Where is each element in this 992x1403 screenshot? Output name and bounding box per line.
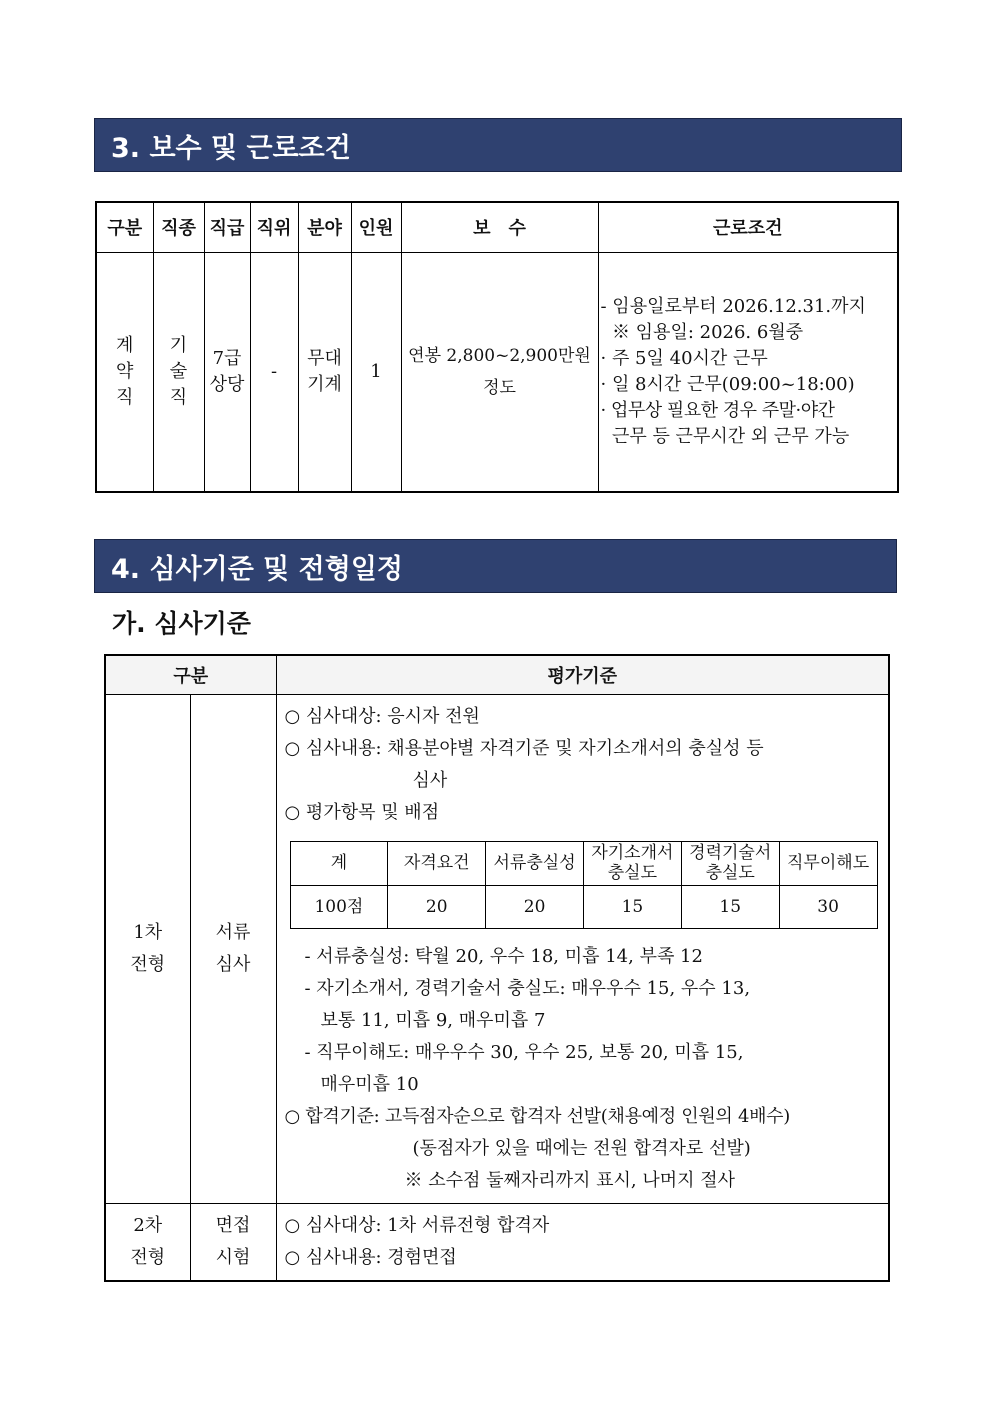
subsection-title: 가. 심사기준	[112, 609, 251, 638]
job-type: 기 술 직	[153, 252, 204, 492]
col-header: 인원	[351, 202, 401, 252]
detail-line: 매우미흡 10	[320, 1073, 419, 1095]
criteria-line: ○ 심사대상: 1차 서류전형 합격자	[284, 1214, 550, 1236]
condition-line: - 임용일로부터 2026.12.31.까지	[600, 295, 866, 317]
grade: 7급 상당	[204, 252, 250, 492]
stage-type: 면접 시험	[190, 1203, 276, 1281]
criteria-cell	[276, 694, 889, 1203]
col-header: 분야	[298, 202, 351, 252]
table-header-row	[96, 202, 898, 252]
table-row	[96, 252, 898, 492]
criteria-line: ○ 심사대상: 응시자 전원	[284, 705, 480, 727]
col-header: 직종	[153, 202, 204, 252]
pay: 연봉 2,800~2,900만원 정도	[401, 252, 598, 492]
criteria-line: ○ 평가항목 및 배점	[284, 801, 440, 823]
condition-line: · 주 5일 40시간 근무	[600, 347, 768, 369]
score-value: 20	[486, 885, 584, 928]
criteria-table	[104, 654, 890, 1282]
stage: 2차 전형	[105, 1203, 190, 1281]
condition-line: · 업무상 필요한 경우 주말·야간	[600, 399, 835, 421]
condition-line: · 일 8시간 근무(09:00~18:00)	[600, 373, 855, 395]
pass-criteria: ○ 합격기준: 고득점자순으로 합격자 선발(채용예정 인원의 4배수)	[284, 1105, 790, 1127]
table-row	[105, 1203, 889, 1281]
col-header: 구분	[105, 655, 276, 694]
detail-line: - 직무이해도: 매우우수 30, 우수 25, 보통 20, 미흡 15,	[304, 1041, 744, 1063]
pass-criteria: (동점자가 있을 때에는 전원 합격자로 선발)	[412, 1137, 751, 1159]
score-header-row	[290, 841, 877, 885]
table-row	[105, 694, 889, 1203]
section-3-title: 3. 보수 및 근로조건	[94, 118, 902, 172]
pay-conditions-table	[95, 201, 899, 493]
score-header: 계	[290, 841, 388, 885]
criteria-line: ○ 심사내용: 채용분야별 자격기준 및 자기소개서의 충실성 등	[284, 737, 764, 759]
condition-line: ※ 임용일: 2026. 6월중	[600, 321, 804, 343]
section-4-title: 4. 심사기준 및 전형일정	[94, 539, 897, 593]
stage: 1차 전형	[105, 694, 190, 1203]
col-header: 보 수	[401, 202, 598, 252]
score-value: 15	[681, 885, 779, 928]
condition-line: 근무 등 근무시간 외 근무 가능	[600, 425, 850, 447]
table-header-row	[105, 655, 889, 694]
score-header: 자기소개서 충실도	[583, 841, 681, 885]
detail-line: 보통 11, 미흡 9, 매우미흡 7	[320, 1009, 546, 1031]
employment-type: 계 약 직	[96, 252, 153, 492]
stage-type: 서류 심사	[190, 694, 276, 1203]
col-header: 직급	[204, 202, 250, 252]
detail-line: - 자기소개서, 경력기술서 충실도: 매우우수 15, 우수 13,	[304, 977, 751, 999]
score-value: 100점	[290, 885, 388, 928]
criteria-line: 심사	[412, 769, 448, 791]
criteria-cell	[276, 1203, 889, 1281]
detail-line: - 서류충실성: 탁월 20, 우수 18, 미흡 14, 부족 12	[304, 945, 703, 967]
score-row	[290, 885, 877, 928]
col-header: 근로조건	[598, 202, 898, 252]
score-table	[290, 841, 878, 929]
col-header: 구분	[96, 202, 153, 252]
col-header: 직위	[250, 202, 298, 252]
score-value: 15	[583, 885, 681, 928]
score-header: 직무이해도	[779, 841, 877, 885]
work-conditions	[598, 252, 898, 492]
score-header: 경력기술서 충실도	[681, 841, 779, 885]
col-header: 평가기준	[276, 655, 889, 694]
criteria-line: ○ 심사내용: 경험면접	[284, 1246, 457, 1268]
field: 무대 기계	[298, 252, 351, 492]
score-header: 자격요건	[388, 841, 486, 885]
headcount: 1	[351, 252, 401, 492]
score-header: 서류충실성	[486, 841, 584, 885]
score-value: 20	[388, 885, 486, 928]
score-value: 30	[779, 885, 877, 928]
pass-note: ※ 소수점 둘째자리까지 표시, 나머지 절사	[404, 1169, 736, 1191]
position: -	[250, 252, 298, 492]
